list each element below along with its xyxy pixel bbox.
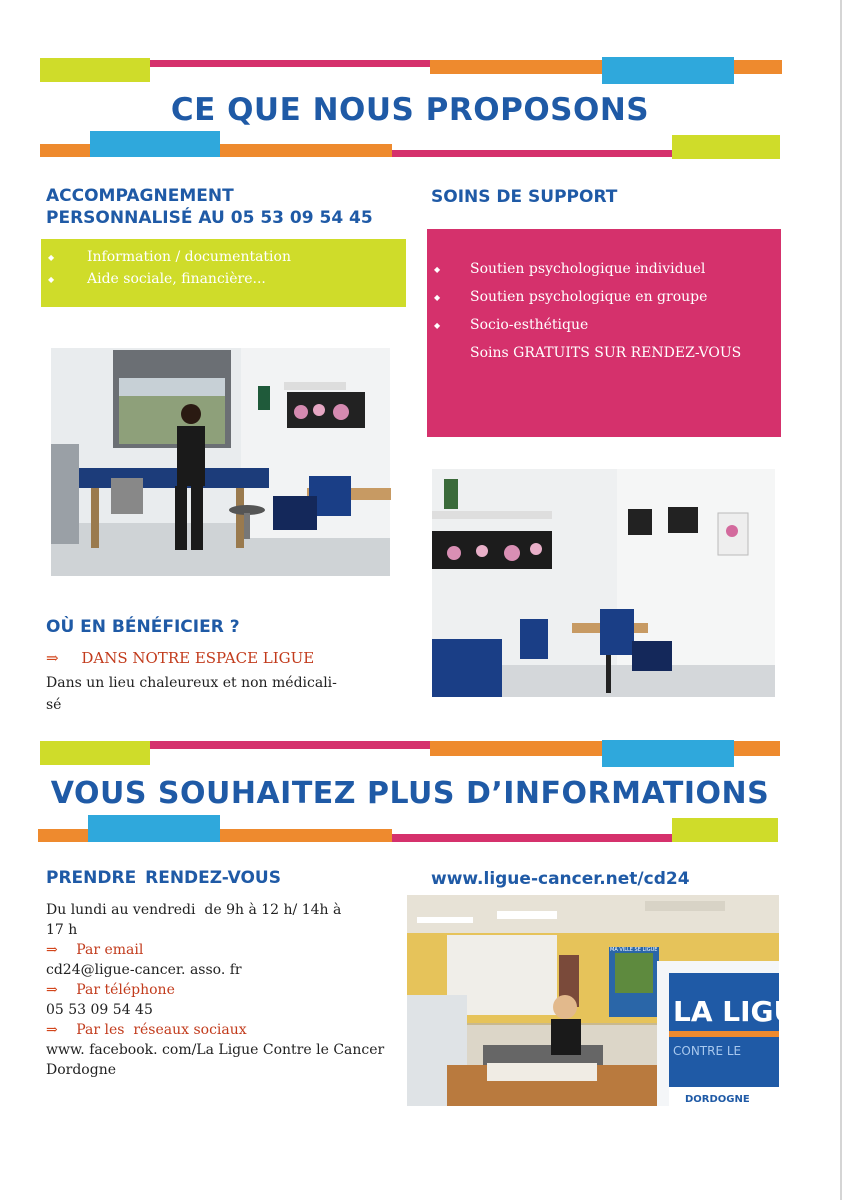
rdv-heading: PRENDRE RENDEZ-VOUS xyxy=(46,868,281,888)
banner-text: LA LIGUE xyxy=(673,995,816,1028)
accompagnement-heading xyxy=(46,185,373,229)
beneficier-desc-line1: Dans un lieu chaleureux et non médicali- xyxy=(46,675,337,691)
social-label-line xyxy=(46,1020,247,1040)
soins-note: Soins GRATUITS SUR RENDEZ-VOUS xyxy=(470,345,742,361)
section2-title: VOUS SOUHAITEZ PLUS D’INFORMATIONS xyxy=(50,776,770,811)
treatment-room-photo xyxy=(51,348,390,576)
list-item: ◆ Soutien psychologique en groupe xyxy=(427,283,781,311)
social-label: Par les réseaux sociaux xyxy=(76,1022,247,1038)
beneficier-heading: OÙ EN BÉNÉFICIER ? xyxy=(46,617,240,637)
banner-subtext: CONTRE LE xyxy=(673,1044,742,1058)
rdv-hours-line1: Du lundi au vendredi de 9h à 12 h/ 14h à xyxy=(46,902,342,918)
banner-bottom-text: DORDOGNE xyxy=(685,1094,750,1105)
accompagnement-heading-line2: PERSONNALISÉ AU 05 53 09 54 45 xyxy=(46,208,373,228)
list-item: ◆ Socio-esthétique xyxy=(427,311,781,339)
arrow-icon: ⇒ xyxy=(46,1022,58,1038)
soins-box xyxy=(427,229,781,437)
list-item: ◆ Aide sociale, financière... xyxy=(41,268,406,290)
email-label: Par email xyxy=(76,942,144,958)
email-value[interactable]: cd24@ligue-cancer. asso. fr xyxy=(46,962,242,978)
section1-title: CE QUE NOUS PROPOSONS xyxy=(170,92,650,128)
soins-heading: SOINS DE SUPPORT xyxy=(431,187,618,207)
arrow-icon: ⇒ xyxy=(46,942,58,958)
social-line1[interactable]: www. facebook. com/La Ligue Contre le Cancer xyxy=(46,1042,385,1058)
list-item: ◆ Soutien psychologique individuel xyxy=(427,255,781,283)
page-edge xyxy=(840,0,842,1200)
phone-label-line xyxy=(46,980,175,1000)
espace-ligue-line xyxy=(46,648,314,668)
phone-label: Par téléphone xyxy=(76,982,175,998)
accompagnement-heading-line1: ACCOMPAGNEMENT xyxy=(46,186,234,206)
poster-text: MA VILLE SE LIGUE xyxy=(610,947,658,953)
website-link[interactable]: www.ligue-cancer.net/cd24 xyxy=(431,869,690,889)
waiting-room-photo xyxy=(432,469,775,697)
arrow-icon: ⇒ xyxy=(46,649,59,667)
list-item: ◆ Information / documentation xyxy=(41,246,406,268)
social-line2: Dordogne xyxy=(46,1062,116,1078)
beneficier-desc-line2: sé xyxy=(46,697,62,713)
espace-ligue-label: DANS NOTRE ESPACE LIGUE xyxy=(81,649,315,667)
office-photo xyxy=(407,895,816,1106)
rdv-hours-line2: 17 h xyxy=(46,922,78,938)
phone-value[interactable]: 05 53 09 54 45 xyxy=(46,1002,153,1018)
accompagnement-box xyxy=(41,239,406,307)
email-label-line xyxy=(46,940,143,960)
arrow-icon: ⇒ xyxy=(46,982,58,998)
